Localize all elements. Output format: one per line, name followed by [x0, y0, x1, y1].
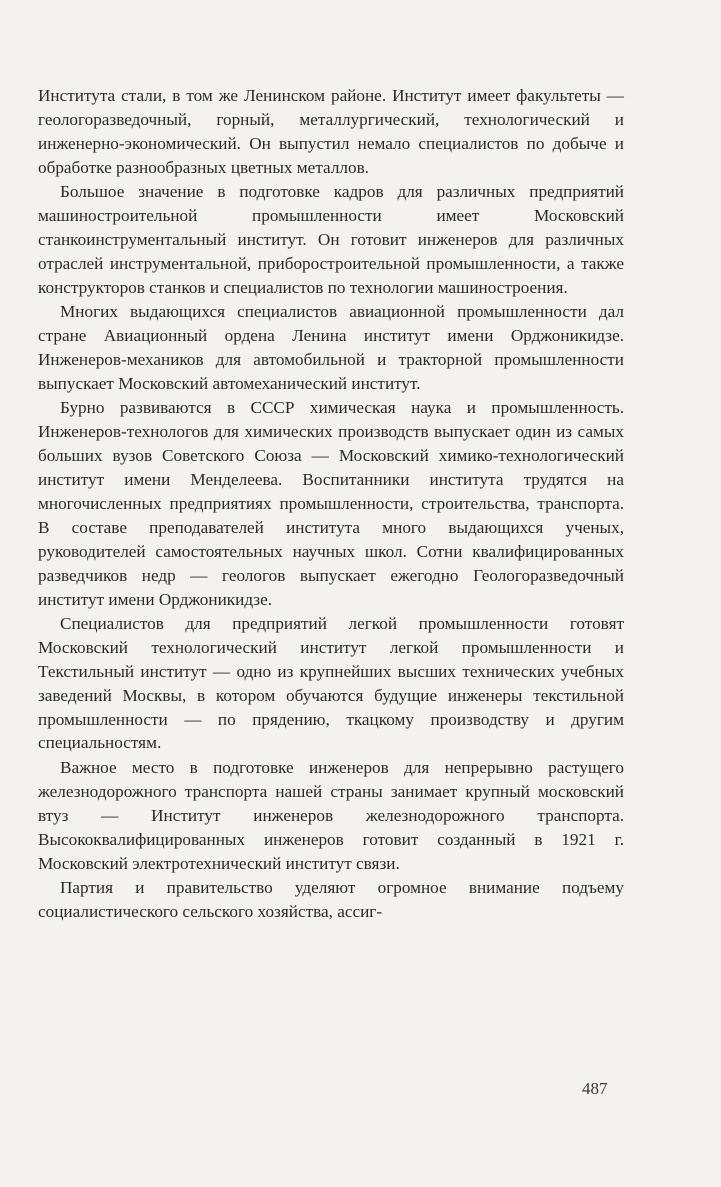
- page-number: 487: [582, 1079, 608, 1098]
- paragraph-2: Большое значение в подготовке кадров для различных предприятий машиностроительной промышленности имеет Московский станкоинструментальный институт. Он готовит инженеров для различных отраслей инструментальной, приборостроительной промышленности, а также конструкторов станков и специалистов по технологии машиностроения.: [38, 182, 624, 297]
- body-text: [38, 84, 624, 924]
- paragraph-4: Бурно развиваются в СССР химическая наука и промышленность. Инженеров-технологов для химических производств выпускает один из самых больших вузов Советского Союза — Московский химико-технологический институт имени Менделеева. Воспитанники института трудятся на многочисленных предприятиях промышленности, строительства, транспорта. В составе преподавателей института много выдающихся ученых, руководителей самостоятельных научных школ. Сотни квалифицированных разведчиков недр — геологов выпускает ежегодно Геологоразведочный институт имени Орджоникидзе.: [38, 398, 624, 609]
- paragraph-1: Института стали, в том же Ленинском районе. Институт имеет факультеты — геологоразведочный, горный, металлургический, технологический и инженерно-экономический. Он выпустил немало специалистов по добыче и обработке разнообразных цветных металлов.: [38, 86, 624, 177]
- paragraph-5: Специалистов для предприятий легкой промышленности готовят Московский технологический институт легкой промышленности и Текстильный институт — одно из крупнейших высших технических учебных заведений Москвы, в котором обучаются будущие инженеры текстильной промышленности — по прядению, ткацкому производству и другим специальностям.: [38, 613, 624, 753]
- paragraph-3: Многих выдающихся специалистов авиационной промышленности дал стране Авиационный ордена Ленина институт имени Орджоникидзе. Инженеров-механиков для автомобильной и тракторной промышленности выпускает Московский автомеханический институт.: [38, 302, 624, 393]
- paragraph-7: Партия и правительство уделяют огромное внимание подъему социалистического сельского хозяйства, ассиг-: [38, 877, 624, 921]
- paragraph-6: Важное место в подготовке инженеров для непрерывно растущего железнодорожного транспорта нашей страны занимает крупный московский втуз — Институт инженеров железнодорожного транспорта. Высококвалифицированных инженеров готовит созданный в 1921 г. Московский электротехнический институт связи.: [38, 757, 624, 873]
